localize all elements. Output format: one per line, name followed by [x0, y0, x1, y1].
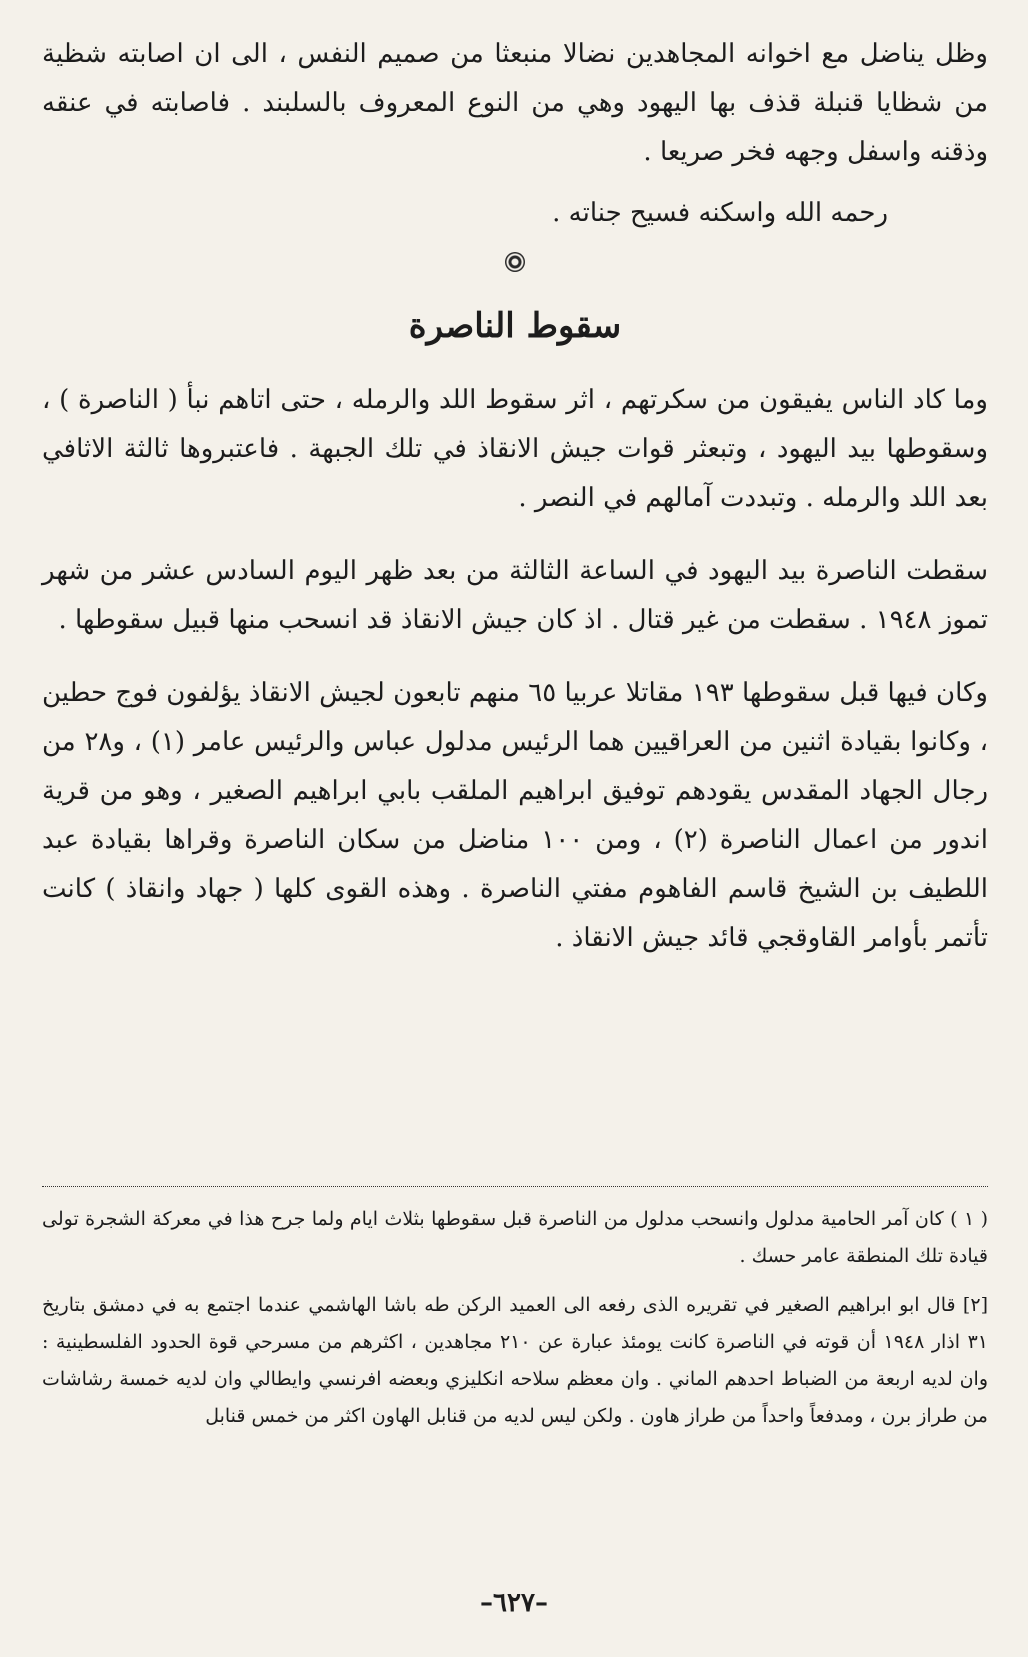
footnotes	[42, 1186, 988, 1447]
body-paragraph-1: وما كاد الناس يفيقون من سكرتهم ، اثر سقوط اللد والرمله ، حتى اتاهم نبأ ( الناصرة ) ، وسقوطها بيد اليهود ، وتبعثر قوات جيش الانقاذ في تلك الجبهة . فاعتبروها ثالثة الاثافي بعد اللد والرمله . وتبددت آمالهم في النصر .	[42, 385, 988, 513]
footnote-separator	[42, 1186, 988, 1187]
section-title: سقوط الناصرة	[408, 306, 622, 346]
ornament-circle-icon	[42, 252, 988, 288]
prayer-line: رحمه الله واسكنه فسيح جناته .	[552, 198, 888, 228]
body-paragraph-3: وكان فيها قبل سقوطها ١٩٣ مقاتلا عربيا ٦٥ منهم تابعون لجيش الانقاذ يؤلفون فوج حطين ، وكانوا بقيادة اثنين من العراقيين هما الرئيس مدلول عباس والرئيس عامر (١) ، و٢٨ من رجال الجهاد المقدس يقودهم توفيق ابراهيم الملقب بابي ابراهيم الصغير ، وهو من قرية اندور من اعمال الناصرة (٢) ، ومن ١٠٠ مناضل من سكان الناصرة وقراها بقيادة عبد اللطيف بن الشيخ قاسم الفاهوم مفتي الناصرة . وهذه القوى كلها ( جهاد وانقاذ ) كانت تأتمر بأوامر القاوقجي قائد جيش الانقاذ .	[42, 678, 989, 953]
body-paragraph-2: سقطت الناصرة بيد اليهود في الساعة الثالثة من بعد ظهر اليوم السادس عشر من شهر تموز ١٩٤٨ . سقطت من غير قتال . اذ كان جيش الانقاذ قد انسحب منها قبيل سقوطها .	[42, 556, 988, 635]
page-number: –٦٢٧–	[480, 1588, 548, 1618]
intro-paragraph: وظل يناضل مع اخوانه المجاهدين نضالا منبعثا من صميم النفس ، الى ان اصابته شظية من شظايا قنبلة قذف بها اليهود وهي من النوع المعروف بالسلبند . فاصابته في عنقه وذقنه واسفل وجهه فخر صريعا .	[42, 39, 988, 167]
footnote-2: [٢] قال ابو ابراهيم الصغير في تقريره الذى رفعه الى العميد الركن طه باشا الهاشمي عندما اجتمع به في دمشق بتاريخ ٣١ اذار ١٩٤٨ أن قوته في الناصرة كانت يومئذ عبارة عن ٢١٠ مجاهدين ، اكثرهم من مسرحي قوة الحدود الفلسطينية : وان لديه اربعة من الضباط احدهم الماني . وان معظم سلاحه انكليزي وبعضه افرنسي وايطالي وان لديه خمسة رشاشات من طراز برن ، ومدفعاً واحداً من طراز هاون . ولكن ليس لديه من قنابل الهاون اكثر من خمس قنابل	[42, 1294, 988, 1427]
footnote-1: ( ١ ) كان آمر الحامية مدلول وانسحب مدلول من الناصرة قبل سقوطها بثلاث ايام ولما جرح هذا في معركة الشجرة تولى قيادة تلك المنطقة عامر حسك .	[42, 1208, 988, 1267]
